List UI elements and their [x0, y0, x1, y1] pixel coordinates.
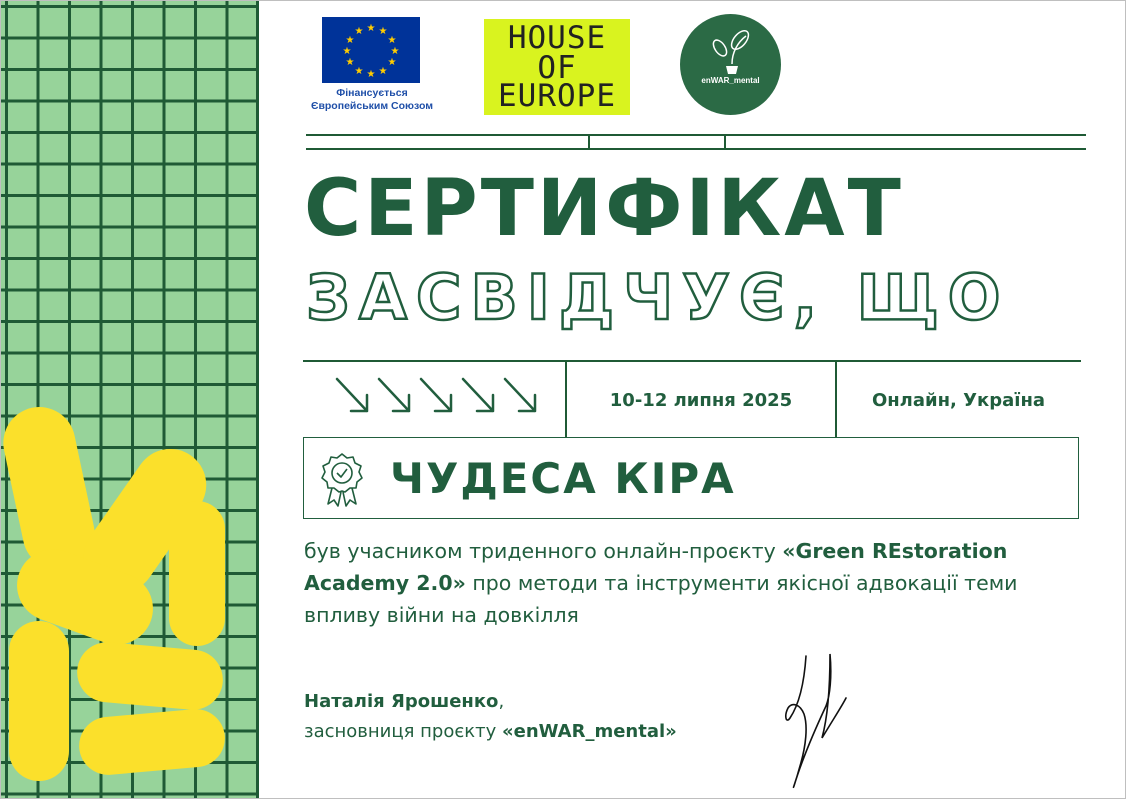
svg-text:★: ★ — [354, 26, 364, 37]
eu-logo — [307, 15, 437, 117]
svg-text:★: ★ — [354, 66, 364, 77]
event-dates: 10-12 липня 2025 — [609, 389, 793, 411]
eu-caption: Фінансується Європейським Союзом — [310, 87, 434, 112]
signer-role: засновниця проєкту «enWAR_mental» — [304, 721, 677, 742]
svg-text:★: ★ — [342, 46, 352, 57]
arrows-decoration-icon — [331, 371, 541, 421]
svg-text:★: ★ — [390, 46, 400, 57]
enwar-mental-logo — [680, 14, 781, 115]
project-name: «Green REstoration Academy 2.0» — [304, 539, 1008, 595]
svg-text:★: ★ — [387, 57, 397, 68]
hoe-logo-row-3: EUROPE — [498, 78, 616, 114]
handwritten-signature — [776, 646, 856, 796]
divider-line — [303, 360, 1081, 362]
certificate-subtitle: ЗАСВІДЧУЄ, ЩО — [306, 261, 1010, 334]
divider-line — [306, 134, 1086, 136]
signer-project-name: «enWAR_mental» — [501, 721, 677, 742]
svg-text:★: ★ — [378, 66, 388, 77]
yellow-shape — [75, 640, 226, 712]
certificate-description: був учасником триденного онлайн-проєкту «Green REstoration Academy 2.0» про методи та інструменти якісної адвокації теми впливу війни на довкілля — [304, 539, 1018, 627]
certificate-title: СЕРТИФІКАТ — [304, 164, 904, 254]
leaf-icon — [680, 14, 781, 115]
divider-line — [588, 134, 590, 149]
svg-text:★: ★ — [378, 26, 388, 37]
enwar-logo-text: enWAR_mental — [701, 76, 760, 85]
recipient-box — [303, 437, 1079, 519]
decorative-grid-panel — [1, 1, 259, 798]
divider-line — [724, 134, 726, 149]
award-badge-icon — [318, 452, 366, 508]
svg-text:★: ★ — [345, 35, 355, 46]
svg-text:★: ★ — [366, 23, 376, 34]
signer-name: Наталія Ярошенко, — [304, 691, 505, 712]
yellow-shape — [9, 621, 69, 781]
svg-text:★: ★ — [366, 69, 376, 80]
svg-text:★: ★ — [387, 35, 397, 46]
hoe-logo-row-2: OF — [537, 50, 577, 86]
house-of-europe-logo — [484, 19, 630, 115]
divider-line — [306, 148, 1086, 150]
hoe-logo-row-1: HOUSE — [507, 20, 607, 56]
event-location: Онлайн, Україна — [871, 389, 1046, 411]
yellow-shape — [169, 501, 225, 646]
eu-flag-icon — [322, 17, 420, 83]
yellow-shape — [77, 707, 227, 778]
svg-text:★: ★ — [345, 57, 355, 68]
recipient-name: ЧУДЕСА КІРА — [390, 454, 736, 503]
